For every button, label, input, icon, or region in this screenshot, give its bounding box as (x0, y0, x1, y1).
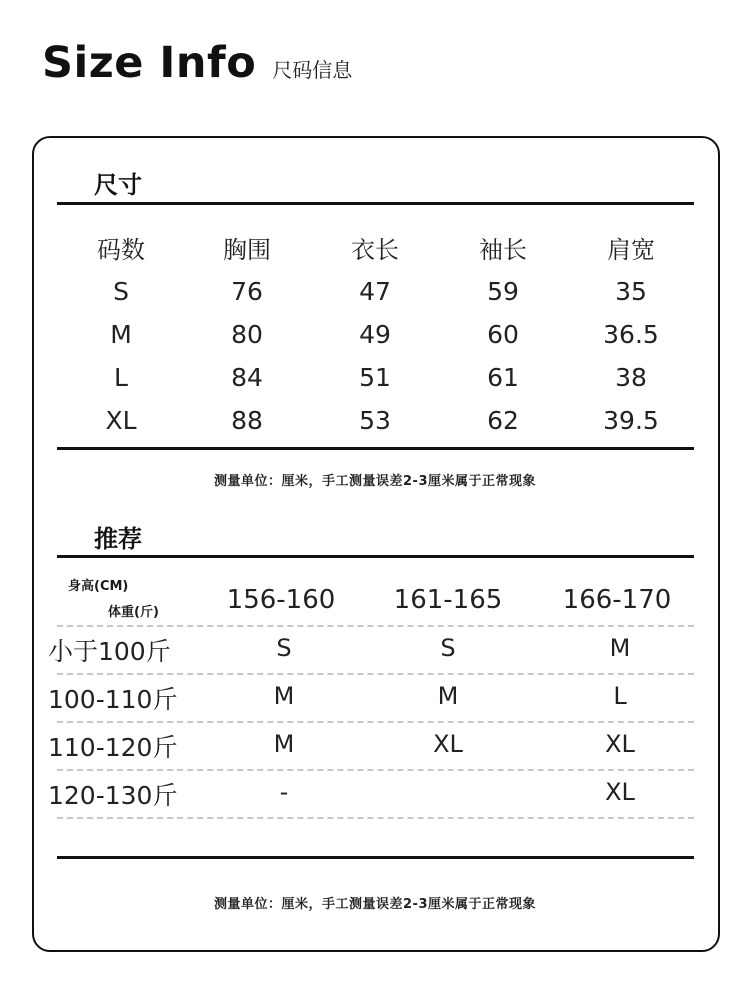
row-divider (57, 721, 694, 723)
recommended-size: M (273, 682, 295, 710)
recommended-size: S (440, 634, 456, 662)
cell-size: S (113, 277, 129, 306)
recommend-top-rule (57, 555, 694, 558)
weight-label: 体重(斤) (108, 605, 159, 620)
cell-sleeve: 60 (487, 320, 519, 349)
cell-chest: 80 (231, 320, 263, 349)
table-row (57, 363, 694, 405)
title-chinese: 尺码信息 (272, 58, 353, 82)
table-row (0, 728, 750, 768)
table-row (57, 320, 694, 362)
size-top-rule (57, 202, 694, 205)
table-row (57, 406, 694, 448)
recommended-size: - (279, 778, 289, 806)
cell-chest: 76 (231, 277, 263, 306)
col-length: 衣长 (351, 236, 399, 264)
table-row (57, 277, 694, 319)
cell-shoulder: 36.5 (603, 320, 659, 349)
size-measurement-note: 测量单位：厘米，手工测量误差2-3厘米属于正常现象 (214, 474, 536, 489)
cell-chest: 88 (231, 406, 263, 435)
weight-range: 小于100斤 (48, 637, 171, 666)
recommend-section-title: 推荐 (94, 525, 142, 553)
row-divider (57, 769, 694, 771)
cell-length: 51 (359, 363, 391, 392)
recommended-size: XL (605, 730, 635, 758)
recommended-size: XL (433, 730, 463, 758)
height-col-2: 161-165 (393, 585, 503, 615)
col-size-code: 码数 (97, 236, 145, 264)
col-shoulder: 肩宽 (607, 236, 655, 264)
title-english: Size Info (42, 38, 257, 88)
recommend-measurement-note: 测量单位：厘米，手工测量误差2-3厘米属于正常现象 (214, 897, 536, 912)
cell-chest: 84 (231, 363, 263, 392)
height-col-3: 166-170 (562, 585, 672, 615)
row-divider (57, 673, 694, 675)
size-table-header (57, 230, 694, 272)
size-bottom-rule (57, 447, 694, 450)
cell-size: XL (105, 406, 137, 435)
size-section-title: 尺寸 (94, 171, 142, 199)
row-divider (57, 817, 694, 819)
recommended-size: S (276, 634, 292, 662)
col-sleeve: 袖长 (479, 236, 527, 264)
cell-shoulder: 39.5 (603, 406, 659, 435)
recommend-bottom-rule (57, 856, 694, 859)
cell-sleeve: 61 (487, 363, 519, 392)
weight-range: 110-120斤 (48, 733, 178, 762)
page-title (42, 38, 352, 88)
height-label: 身高(CM) (68, 579, 129, 594)
table-row (0, 632, 750, 672)
recommended-size: M (273, 730, 295, 758)
table-row (0, 680, 750, 720)
weight-range: 120-130斤 (48, 781, 178, 810)
cell-length: 53 (359, 406, 391, 435)
weight-range: 100-110斤 (48, 685, 178, 714)
cell-sleeve: 59 (487, 277, 519, 306)
recommended-size: XL (605, 778, 635, 806)
height-col-1: 156-160 (226, 585, 336, 615)
cell-length: 47 (359, 277, 391, 306)
cell-size: M (110, 320, 132, 349)
cell-length: 49 (359, 320, 391, 349)
cell-shoulder: 35 (615, 277, 647, 306)
recommended-size: M (437, 682, 459, 710)
cell-size: L (114, 363, 128, 392)
cell-sleeve: 62 (487, 406, 519, 435)
recommended-size: L (613, 682, 627, 710)
recommended-size: M (609, 634, 631, 662)
col-chest: 胸围 (223, 236, 271, 264)
cell-shoulder: 38 (615, 363, 647, 392)
table-row (0, 776, 750, 816)
row-divider (57, 625, 694, 627)
